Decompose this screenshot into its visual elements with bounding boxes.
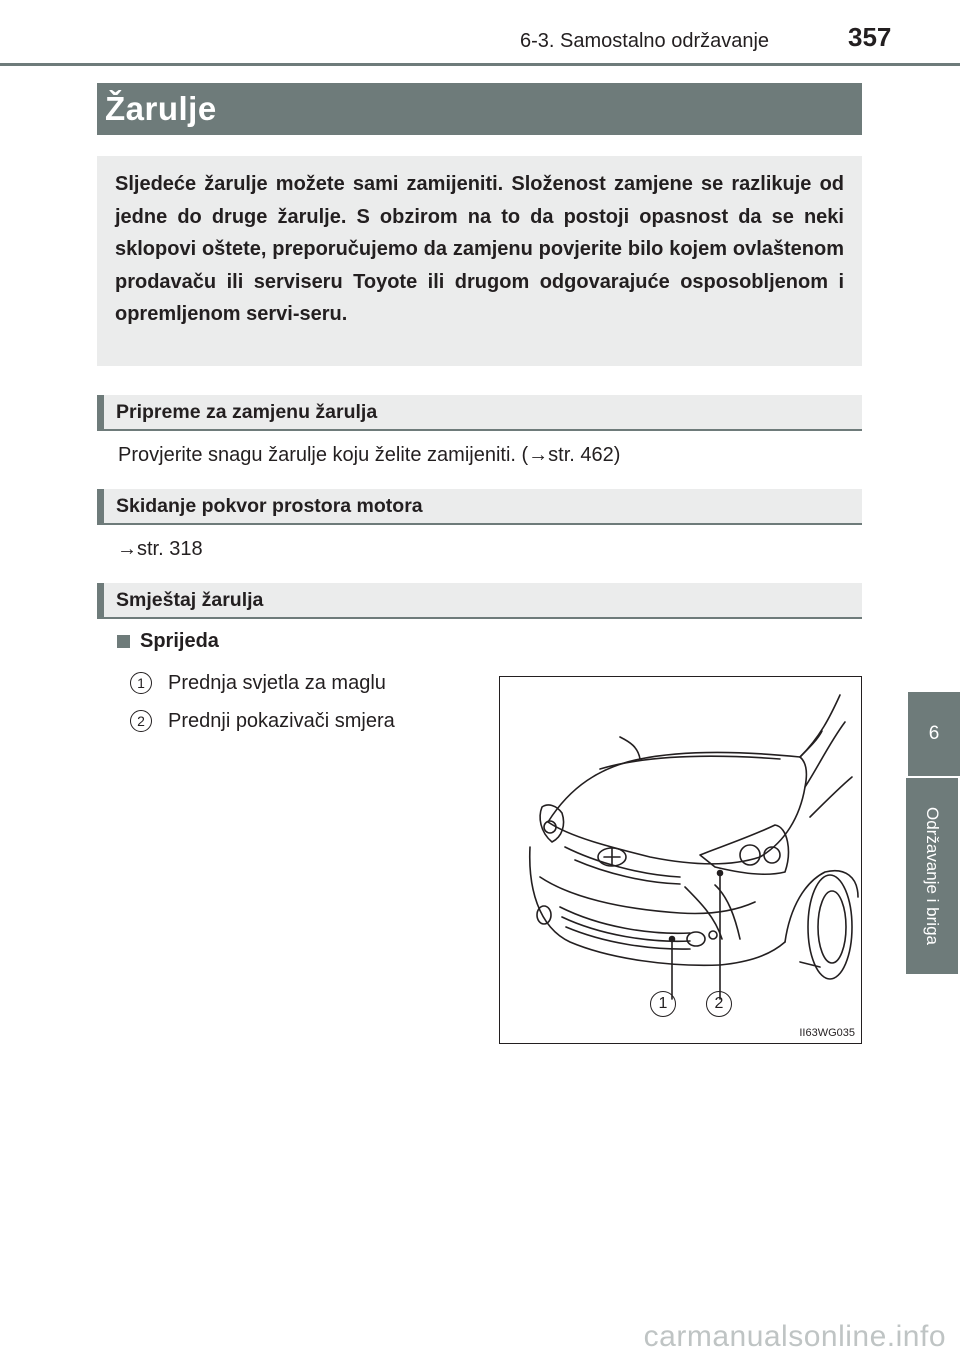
figure-callout-1: 1 [650, 991, 676, 1017]
page-title: Žarulje [97, 83, 862, 135]
figure-callout-2: 2 [706, 991, 732, 1017]
section-body-hood: →str. 318 [117, 538, 203, 560]
intro-text: Sljedeće žarulje možete sami zamijeniti. Složenost zamjene se razlikuje od jedne do druge žarulje. S obzirom na to da postoji opasnost da se neki sklopovi oštete, preporučujemo da zamjenu povjerite bilo kojem ovlaštenom prodavaču ili serviseru Toyote ili drugom odgovarajuće osposobljenom i opremljenom servi-seru. [115, 173, 844, 325]
car-front-illustration [499, 676, 862, 1044]
chapter-tab-number: 6 [908, 692, 960, 776]
item-number-2: 2 [130, 710, 152, 732]
chapter-tab-label [906, 778, 958, 974]
header-rule [0, 63, 960, 66]
chapter-label-text: Održavanje i briga [923, 807, 942, 945]
section-title: 6-3. Samostalno održavanje [520, 30, 770, 52]
section-body-preparation: Provjerite snagu žarulje koju želite zamijeniti. (→str. 462) [118, 444, 621, 466]
car-front-drawing [500, 677, 860, 1043]
section-heading-hood: Skidanje pokvor prostora motora [97, 489, 862, 525]
watermark: carmanualsonline.info [643, 1320, 946, 1353]
section-heading-preparation: Pripreme za zamjenu žarulja [97, 395, 862, 431]
square-bullet-icon [117, 635, 130, 648]
subsection-heading-text: Sprijeda [140, 630, 219, 652]
item-number-1: 1 [130, 672, 152, 694]
section-heading-location: Smještaj žarulja [97, 583, 862, 619]
item-label-fog-lights: Prednja svjetla za maglu [168, 672, 386, 694]
subsection-heading [117, 630, 219, 653]
figure-code: II63WG035 [799, 1027, 855, 1039]
page-number: 357 [848, 22, 892, 52]
item-label-turn-signals: Prednji pokazivači smjera [168, 710, 395, 732]
intro-box [97, 156, 862, 366]
